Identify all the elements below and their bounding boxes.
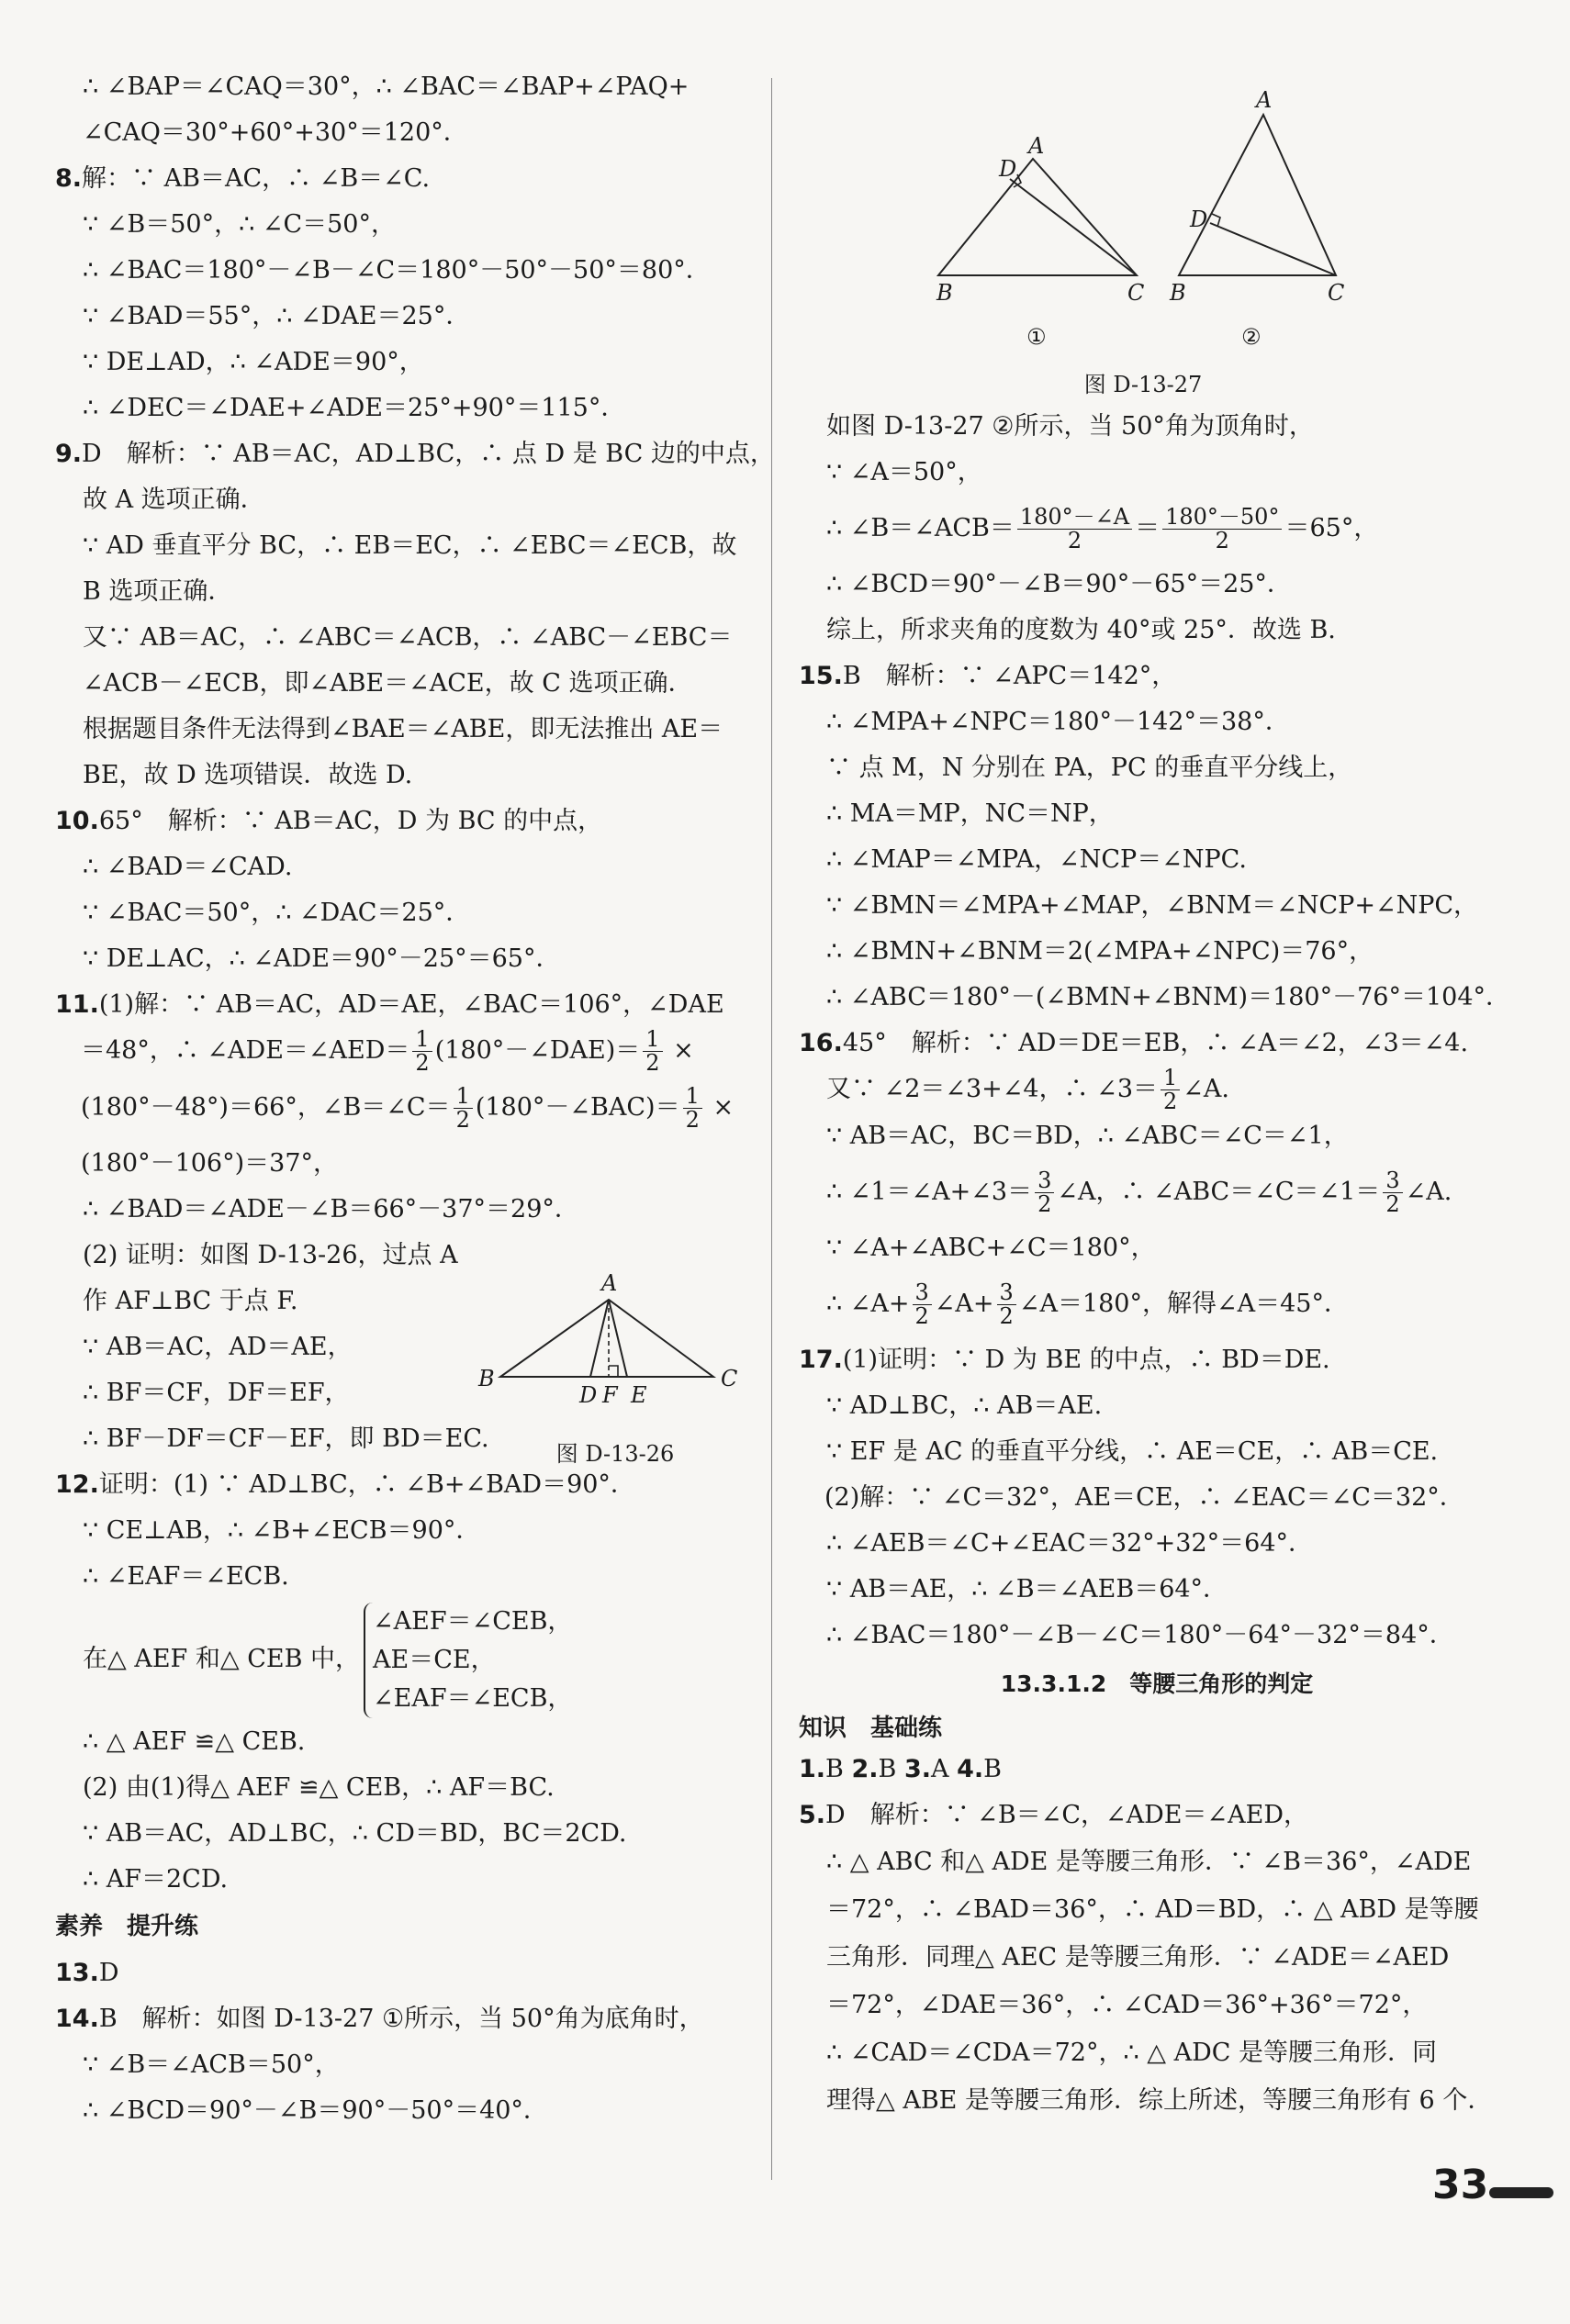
figure-d-13-26 (473, 1257, 748, 1467)
equation-system: ∠AEF＝∠CEB， AE＝CE， ∠EAF＝∠ECB， (364, 1603, 572, 1718)
q11-line-6: (2) 证明：如图 D-13-26，过点 A (83, 1241, 458, 1270)
figure-d-13-27-caption: 图 D-13-27 (1083, 372, 1203, 397)
q12-line-4: ∴ △ AEF ≌△ CEB. (83, 1727, 306, 1757)
q15-line-4: ∴ MA＝MP，NC＝NP， (826, 799, 1114, 828)
q17-line-1: 17.(1)证明：∵ D 为 BE 的中点，∴ BD＝DE. (799, 1346, 1330, 1375)
answer-line: 故 A 选项正确． (83, 486, 265, 514)
answers-1-to-4: 1.B 2.B 3.A 4.B (799, 1755, 1002, 1784)
q16-line-2: 又∵ ∠2＝∠3+∠4，∴ ∠3＝ $\frac{1}{2}$ ∠A. (826, 1065, 1229, 1115)
fraction-three-halves: $\frac{3}{2}$ (997, 1281, 1016, 1328)
q14r-line-1: 如图 D-13-27 ②所示，当 50°角为顶角时， (826, 412, 1314, 441)
label-A2: A (1256, 87, 1273, 113)
q11-line-5: ∴ ∠BAD＝∠ADE－∠B＝66°－37°＝29°． (83, 1195, 579, 1224)
answer-line: 又∵ AB＝AC，∴ ∠ABC＝∠ACB，∴ ∠ABC－∠EBC＝ (83, 623, 733, 652)
section-heading-zhishi: 知识 基础练 (799, 1715, 943, 1743)
answer-line: BE，故 D 选项错误．故选 D. (83, 761, 413, 789)
fraction-180-minus-a: $\frac{180^\circ-\angle A}{2}$ (1017, 506, 1132, 553)
q11-line-9: ∴ BF＝CF，DF＝EF， (83, 1379, 350, 1408)
q17-line-2: ∵ AD⊥BC，∴ AB＝AE. (826, 1391, 1103, 1421)
answer-line: 11.(1)解：∵ AB＝AC，AD＝AE，∠BAC＝106°，∠DAE (55, 990, 724, 1019)
q5-line-5: ＝72°，∠DAE＝36°，∴ ∠CAD＝36°+36°＝72°， (826, 1991, 1428, 2020)
answer-line: ∴ ∠DEC＝∠DAE+∠ADE＝25°+90°＝115°． (83, 394, 626, 422)
q17-line-5: ∴ ∠AEB＝∠C+∠EAC＝32°+32°＝64°． (826, 1529, 1314, 1559)
q17-line-6: ∵ AB＝AE，∴ ∠B＝∠AEB＝64°． (826, 1575, 1228, 1604)
answer-line: ∠CAQ＝30°+60°+30°＝120°． (83, 118, 468, 147)
q15-line-8: ∴ ∠ABC＝180°－(∠BMN+∠BNM)＝180°－76°＝104°． (826, 983, 1511, 1011)
column-divider (771, 78, 772, 2180)
answer-line: ∵ AD 垂直平分 BC，∴ EB＝EC，∴ ∠EBC＝∠ECB，故 (83, 531, 737, 560)
q12-line-2: ∵ CE⊥AB，∴ ∠B+∠ECB＝90°． (83, 1516, 481, 1546)
answer-line: 10.65° 解析：∵ AB＝AC，D 为 BC 的中点， (55, 807, 603, 835)
q12-line-6: ∵ AB＝AC，AD⊥BC，∴ CD＝BD，BC＝2CD. (83, 1819, 627, 1849)
fraction-three-halves: $\frac{3}{2}$ (1383, 1169, 1402, 1216)
left-lines (55, 64, 775, 1028)
answer-line: ∵ DE⊥AC，∴ ∠ADE＝90°－25°＝65°． (83, 944, 561, 973)
q5-line-2: ∴ △ ABC 和△ ADE 是等腰三角形．∵ ∠B＝36°，∠ADE (826, 1848, 1472, 1877)
label-E: E (631, 1382, 647, 1408)
section-title-13-3-1-2: 13.3.1.2 等腰三角形的判定 (1000, 1670, 1314, 1698)
label-B: B (478, 1366, 495, 1391)
marker-1: ① (1026, 324, 1047, 350)
q12-line-5: (2) 由(1)得△ AEF ≌△ CEB，∴ AF＝BC. (83, 1773, 555, 1803)
q17-line-3: ∵ EF 是 AC 的垂直平分线，∴ AE＝CE，∴ AB＝CE. (826, 1437, 1439, 1467)
answer-line: B 选项正确． (83, 577, 233, 606)
q11-line-8: ∵ AB＝AC，AD＝AE， (83, 1333, 353, 1362)
section-heading-suyang: 素养 提升练 (55, 1913, 199, 1941)
answer-line: 根据题目条件无法得到∠BAE＝∠ABE，即无法推出 AE＝ (83, 715, 723, 743)
answer-line: 9.D 解析：∵ AB＝AC，AD⊥BC，∴ 点 D 是 BC 边的中点， (55, 440, 775, 468)
q5-line-3: ＝72°，∴ ∠BAD＝36°，∴ AD＝BD，∴ △ ABD 是等腰 (826, 1895, 1479, 1925)
page-number-bar (1489, 2187, 1553, 2198)
left-column (55, 64, 775, 2134)
answer-line: ∵ ∠BAC＝50°，∴ ∠DAC＝25°． (83, 899, 471, 927)
q15-line-7: ∴ ∠BMN+∠BNM＝2(∠MPA+∠NPC)＝76°， (826, 937, 1374, 966)
label-B2: B (1170, 280, 1186, 306)
figure-d-13-27 (918, 87, 1368, 399)
q16-line-5: ∵ ∠A+∠ABC+∠C＝180°， (826, 1234, 1156, 1263)
label-D: D (579, 1382, 598, 1408)
answer-line: ∠ACB－∠ECB，即∠ABE＝∠ACE，故 C 选项正确． (83, 669, 693, 698)
q16-line-1: 16.45° 解析：∵ AD＝DE＝EB，∴ ∠A＝∠2，∠3＝∠4. (799, 1029, 1469, 1057)
q17-line-7: ∴ ∠BAC＝180°－∠B－∠C＝180°－64°－32°＝84°． (826, 1621, 1454, 1650)
q5-line-1: 5.D 解析：∵ ∠B＝∠C，∠ADE＝∠AED， (799, 1801, 1308, 1830)
answer-line: ∵ ∠B＝50°，∴ ∠C＝50°， (83, 210, 396, 239)
q15-line-2: ∴ ∠MPA+∠NPC＝180°－142°＝38°． (826, 708, 1290, 736)
label-B1: B (936, 280, 953, 306)
answer-line: ∴ ∠BAC＝180°－∠B－∠C＝180°－50°－50°＝80°． (83, 256, 711, 285)
figure-d-13-27-diagram (918, 87, 1368, 363)
answer-line: ∵ DE⊥AD，∴ ∠ADE＝90°， (83, 348, 424, 376)
label-D2: D (1190, 207, 1208, 232)
right-column (799, 404, 1515, 2125)
fraction-three-halves: $\frac{3}{2}$ (913, 1281, 932, 1328)
label-C1: C (1127, 280, 1145, 306)
q14r-line-4: ∴ ∠BCD＝90°－∠B＝90°－65°＝25°． (826, 570, 1292, 598)
q12-line-3: ∴ ∠EAF＝∠ECB. (83, 1562, 289, 1592)
q14-line-2: ∵ ∠B＝∠ACB＝50°， (83, 2050, 340, 2080)
label-A1: A (1028, 133, 1045, 159)
page-number: 33 (1432, 2162, 1489, 2208)
q15-line-6: ∵ ∠BMN＝∠MPA+∠MAP，∠BNM＝∠NCP+∠NPC， (826, 891, 1479, 920)
figure-d-13-26-diagram (473, 1257, 748, 1432)
answer-line: ∴ ∠BAD＝∠CAD. (83, 853, 293, 881)
label-D1: D (999, 156, 1017, 182)
q14r-line-5: 综上，所求夹角的度数为 40°或 25°．故选 B. (826, 616, 1336, 644)
fraction-half: $\frac{1}{2}$ (1161, 1067, 1180, 1113)
label-F: F (602, 1382, 618, 1408)
q13: 13.D (55, 1959, 119, 1988)
q16-line-3: ∵ AB＝AC，BC＝BD，∴ ∠ABC＝∠C＝∠1， (826, 1122, 1349, 1151)
q15-line-3: ∵ 点 M，N 分别在 PA，PC 的垂直平分线上， (826, 754, 1353, 782)
label-C: C (721, 1366, 738, 1391)
q14-line-1: 14.B 解析：如图 D-13-27 ①所示，当 50°角为底角时， (55, 2005, 704, 2034)
q17-line-4: (2)解：∵ ∠C＝32°，AE＝CE，∴ ∠EAC＝∠C＝32°． (824, 1483, 1464, 1513)
q5-line-4: 三角形．同理△ AEC 是等腰三角形．∵ ∠ADE＝∠AED (826, 1943, 1450, 1972)
q11-line-3: (180°－48°)＝66°，∠B＝∠C＝ $\frac{1}{2}$ (180°－∠BAC)＝ $\frac{1}{2}$ × (81, 1083, 735, 1134)
fraction-three-halves: $\frac{3}{2}$ (1035, 1169, 1054, 1216)
q16-line-6: ∴ ∠A+ $\frac{3}{2}$ ∠A+ $\frac{3}{2}$ ∠A＝180°，解得∠A＝45°． (826, 1279, 1349, 1330)
q12-line-7: ∴ AF＝2CD. (83, 1865, 229, 1894)
label-C2: C (1328, 280, 1345, 306)
q14-line-3: ∴ ∠BCD＝90°－∠B＝90°－50°＝40°． (83, 2096, 548, 2126)
answer-line: 8.解：∵ AB＝AC，∴ ∠B＝∠C. (55, 164, 431, 193)
fraction-half: $\frac{1}{2}$ (683, 1085, 702, 1132)
q14r-line-2: ∵ ∠A＝50°， (826, 458, 982, 486)
q11-line-7: 作 AF⊥BC 于点 F. (83, 1287, 298, 1316)
figure-d-13-26-caption: 图 D-13-26 (555, 1441, 675, 1467)
q15-line-5: ∴ ∠MAP＝∠MPA，∠NCP＝∠NPC. (826, 845, 1247, 874)
marker-2: ② (1241, 324, 1262, 350)
answer-line: ∵ ∠BAD＝55°，∴ ∠DAE＝25°． (83, 302, 471, 330)
q15-line-1: 15.B 解析：∵ ∠APC＝142°， (799, 662, 1177, 690)
q12-system-line: 在△ AEF 和△ CEB 中， ∠AEF＝∠CEB， AE＝CE， ∠EAF＝∠ECB， (55, 1600, 762, 1719)
fraction-half: $\frac{1}{2}$ (643, 1028, 662, 1075)
q5-line-6: ∴ ∠CAD＝∠CDA＝72°，∴ △ ADC 是等腰三角形．同 (826, 2039, 1437, 2068)
fraction-half: $\frac{1}{2}$ (454, 1085, 473, 1132)
q14r-line-3: ∴ ∠B＝∠ACB＝ $\frac{180^\circ-\angle A}{2}$ ＝ $\frac{180^\circ-50^\circ}{2}$ ＝65°， (826, 503, 1379, 553)
q11-line-4: (180°－106°)＝37°， (81, 1149, 338, 1179)
label-A: A (601, 1270, 618, 1296)
q5-line-7: 理得△ ABE 是等腰三角形．综上所述，等腰三角形有 6 个． (826, 2086, 1493, 2116)
q16-line-4: ∴ ∠1＝∠A+∠3＝ $\frac{3}{2}$ ∠A，∴ ∠ABC＝∠C＝∠1＝ $\frac{3}{2}$ ∠A. (826, 1168, 1452, 1218)
q12-line-1: 12.证明：(1) ∵ AD⊥BC，∴ ∠B+∠BAD＝90°． (55, 1470, 635, 1500)
q11-line-2: ＝48°，∴ ∠ADE＝∠AED＝ $\frac{1}{2}$ (180°－∠DAE)＝ $\frac{1}{2}$ × (81, 1026, 694, 1077)
q11-line-10: ∴ BF－DF＝CF－EF，即 BD＝EC. (83, 1425, 489, 1454)
answer-line: ∴ ∠BAP＝∠CAQ＝30°，∴ ∠BAC＝∠BAP+∠PAQ+ (83, 73, 690, 101)
fraction-half: $\frac{1}{2}$ (412, 1028, 432, 1075)
fraction-180-minus-50: $\frac{180^\circ-50^\circ}{2}$ (1162, 506, 1282, 553)
